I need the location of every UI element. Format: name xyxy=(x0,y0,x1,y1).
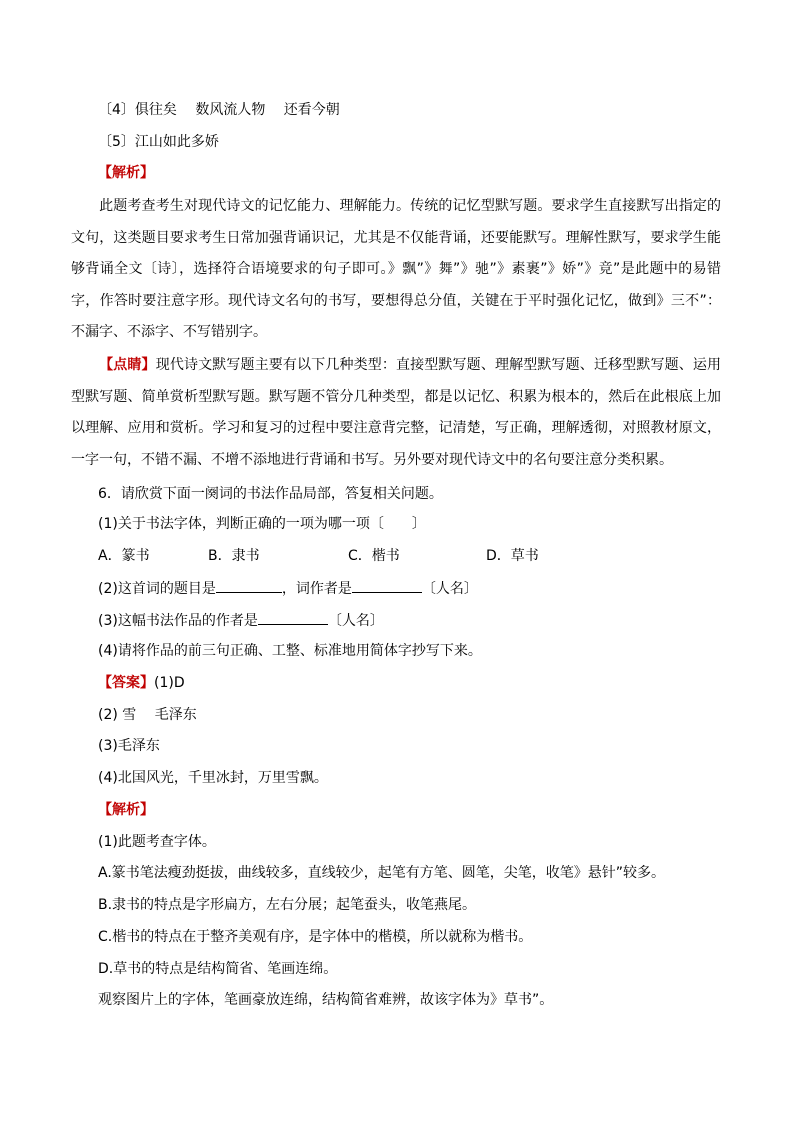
analysis-option-c: C.楷书的特点在于整齐美观有序，是字体中的楷模，所以就称为楷书。 xyxy=(98,929,533,945)
calligrapher-blank[interactable] xyxy=(258,610,328,625)
answer-item-4: 〔4〕俱往矣 数风流人物 还看今朝 xyxy=(98,102,340,118)
tip-label: 【点睛】 xyxy=(99,357,156,373)
answer-line-1: 【答案】(1)D xyxy=(98,675,185,691)
analysis-option-d: D.草书的特点是结构简省、笔画连绵。 xyxy=(98,961,338,977)
analysis-conclusion: 观察图片上的字体，笔画豪放连绵，结构简省难辨，故该字体为》草书”。 xyxy=(98,992,554,1008)
question-6-sub3: (3)这幅书法作品的作者是 〔人名〕 xyxy=(98,610,384,630)
question-6-sub1: (1)关于书法字体，判断正确的一项为哪一项〔 〕 xyxy=(98,516,426,532)
answer-line-3: (3)毛泽东 xyxy=(98,738,160,754)
tip-paragraph: 【点睛】现代诗文默写题主要有以下几种类型：直接型默写题、理解型默写题、迁移型默写题、运用型默写题、简单赏析型默写题。默写题不管分几种类型，都是以记忆、积累为根本的，然后在此根底上加以理解、应用和赏析。学习和复习的过程中要注意背完整，记清楚，写正确，理解透彻，对照教材原文，一字一句，不错不漏、不增不添地进行背诵和书写。另外要对现代诗文中的名句要注意分类积累。 xyxy=(71,357,722,468)
option-b: B．隶书 xyxy=(208,548,260,564)
option-c: C．楷书 xyxy=(348,548,400,564)
answer-line-2: (2) 雪 毛泽东 xyxy=(98,707,197,723)
answer-line-4: (4)北国风光，千里冰封，万里雪飘。 xyxy=(98,770,328,786)
analysis-label: 【解析】 xyxy=(98,165,154,181)
analysis-option-a: A.篆书笔法瘦劲挺拔，曲线较多，直线较少，起笔有方笔、圆笔，尖笔，收笔》悬针”较多。 xyxy=(98,865,666,881)
author-blank[interactable] xyxy=(352,578,422,593)
option-d: D．草书 xyxy=(486,548,539,564)
question-6-sub4: (4)请将作品的前三句正确、工整、标准地用简体字抄写下来。 xyxy=(98,643,482,659)
question-6-sub2: (2)这首词的题目是 ，词作者是 〔人名〕 xyxy=(98,578,478,598)
answer-item-5: 〔5〕江山如此多娇 xyxy=(98,134,219,150)
question-6-stem: 6．请欣赏下面一阕词的书法作品局部，答复相关问题。 xyxy=(98,486,443,502)
option-a: A．篆书 xyxy=(98,548,150,564)
analysis-option-b: B.隶书的特点是字形扁方，左右分展；起笔蚕头，收笔燕尾。 xyxy=(98,897,477,913)
analysis-paragraph: 此题考查考生对现代诗文的记忆能力、理解能力。传统的记忆型默写题。要求学生直接默写出指定的文句，这类题目要求考生日常加强背诵识记，尤其是不仅能背诵，还要能默写。理解性默写，要求学生能够背诵全文〔诗〕，选择符合语境要求的句子即可。》飘”》舞”》驰”》素裹”》娇”》竞”是此题中的易错字，作答时要注意字形。现代诗文名句的书写，要想得总分值，关键在于平时强化记忆，做到》三不”：不漏字、不添字、不写错别字。 xyxy=(71,198,721,340)
analysis-intro: (1)此题考查字体。 xyxy=(98,834,216,850)
answer-label: 【答案】 xyxy=(98,675,154,691)
title-blank[interactable] xyxy=(216,578,282,593)
analysis-label-2: 【解析】 xyxy=(98,802,154,818)
